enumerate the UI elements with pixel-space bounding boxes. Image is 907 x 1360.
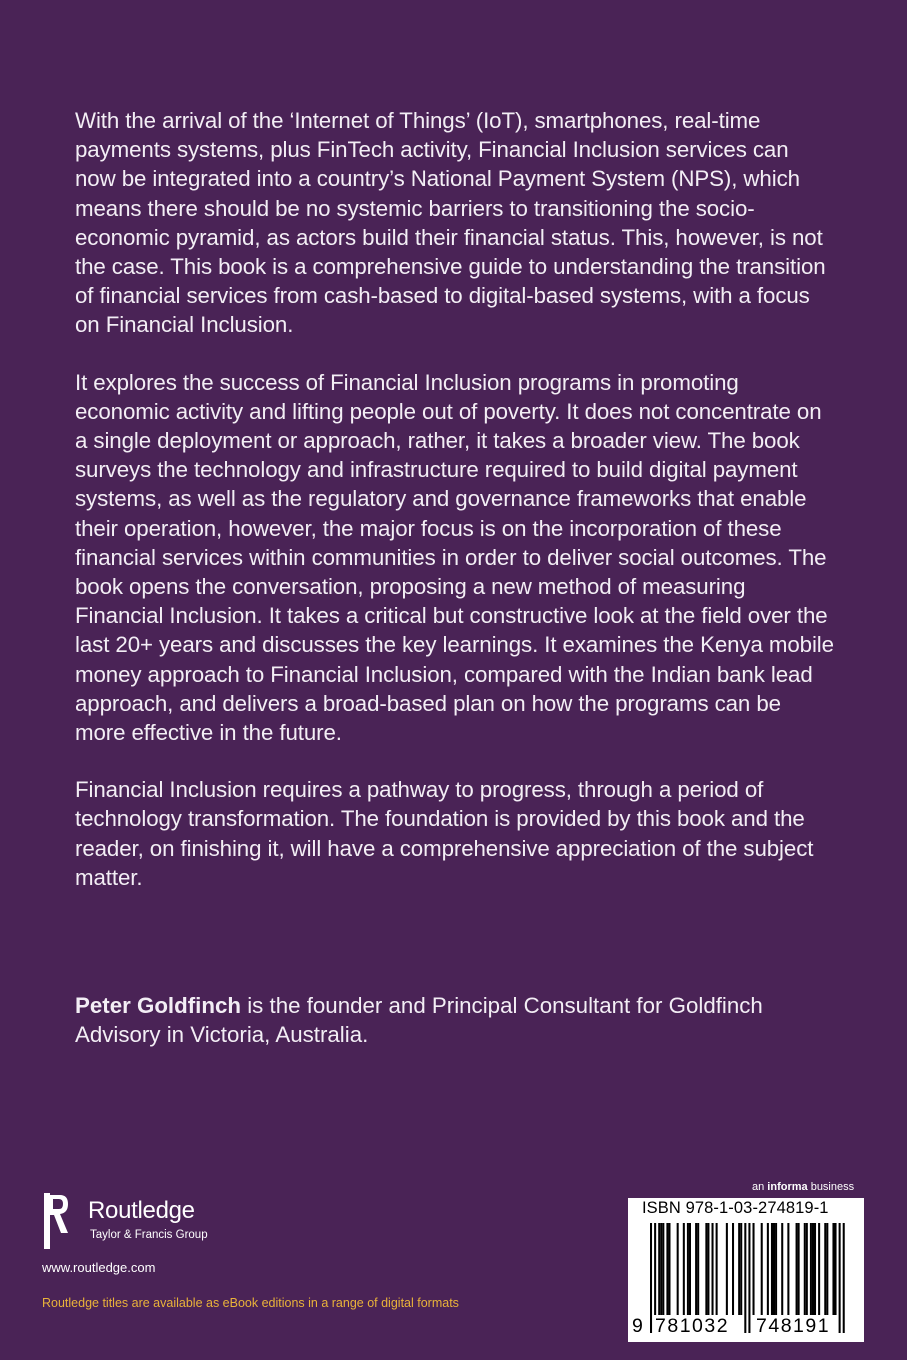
publisher-name: Routledge	[88, 1197, 195, 1224]
blurb-paragraph-3: Financial Inclusion requires a pathway to progress, through a period of technology transformation. The foundation is provided by this book and the reader, on finishing it, will have a comprehensive appreciation of the subject matter.	[75, 777, 814, 890]
routledge-r-icon	[42, 1193, 70, 1249]
author-bio	[75, 991, 835, 1049]
ebook-note: Routledge titles are available as eBook editions in a range of digital formats	[42, 1296, 459, 1310]
publisher-group: Taylor & Francis Group	[90, 1229, 208, 1241]
blurb-paragraph-2: It explores the success of Financial Inclusion programs in promoting economic activity and lifting people out of poverty. It does not concentrate on a single deployment or approach, rather, it takes a broader view. The book surveys the technology and infrastructure required to build digital payment systems, as well as the regulatory and governance frameworks that enable their operation, however, the major focus is on the incorporation of these financial services within communities in order to deliver social outcomes. The book opens the conversation, proposing a new method of measuring Financial Inclusion. It takes a critical but constructive look at the field over the last 20+ years and discusses the key learnings. It examines the Kenya mobile money approach to Financial Inclusion, compared with the Indian bank lead approach, and delivers a broad-based plan on how the programs can be more effective in the future.	[75, 369, 834, 746]
informa-business-label	[752, 1181, 854, 1193]
barcode-first-digit: 9	[632, 1315, 643, 1337]
author-name: Peter Goldfinch	[75, 993, 242, 1018]
isbn-barcode	[628, 1198, 864, 1342]
author-bio-text: is the founder and Principal Consultant for Goldfinch Advisory in Victoria, Australia.	[75, 993, 763, 1048]
publisher-website: www.routledge.com	[42, 1260, 156, 1275]
informa-suffix: business	[807, 1181, 855, 1193]
isbn-label: ISBN 978-1-03-274819-1	[642, 1199, 829, 1217]
blurb-paragraph-1: With the arrival of the ‘Internet of Things’ (IoT), smartphones, real-time payments systems, plus FinTech activity, Financial Inclusion services can now be integrated into a country’s National Payment System (NPS), which means there should be no systemic barriers to transitioning the socio-economic pyramid, as actors build their financial status. This, however, is not the case. This book is a comprehensive guide to understanding the transition of financial services from cash-based to digital-based systems, with a focus on Financial Inclusion.	[75, 108, 826, 338]
back-cover-blurb	[75, 106, 835, 920]
barcode-left-group: 781032	[655, 1315, 730, 1337]
informa-brand: informa	[767, 1181, 808, 1193]
barcode-right-group: 748191	[756, 1315, 831, 1337]
routledge-logo	[42, 1193, 272, 1253]
barcode-digits	[628, 1198, 864, 1342]
informa-prefix: an	[752, 1181, 768, 1193]
